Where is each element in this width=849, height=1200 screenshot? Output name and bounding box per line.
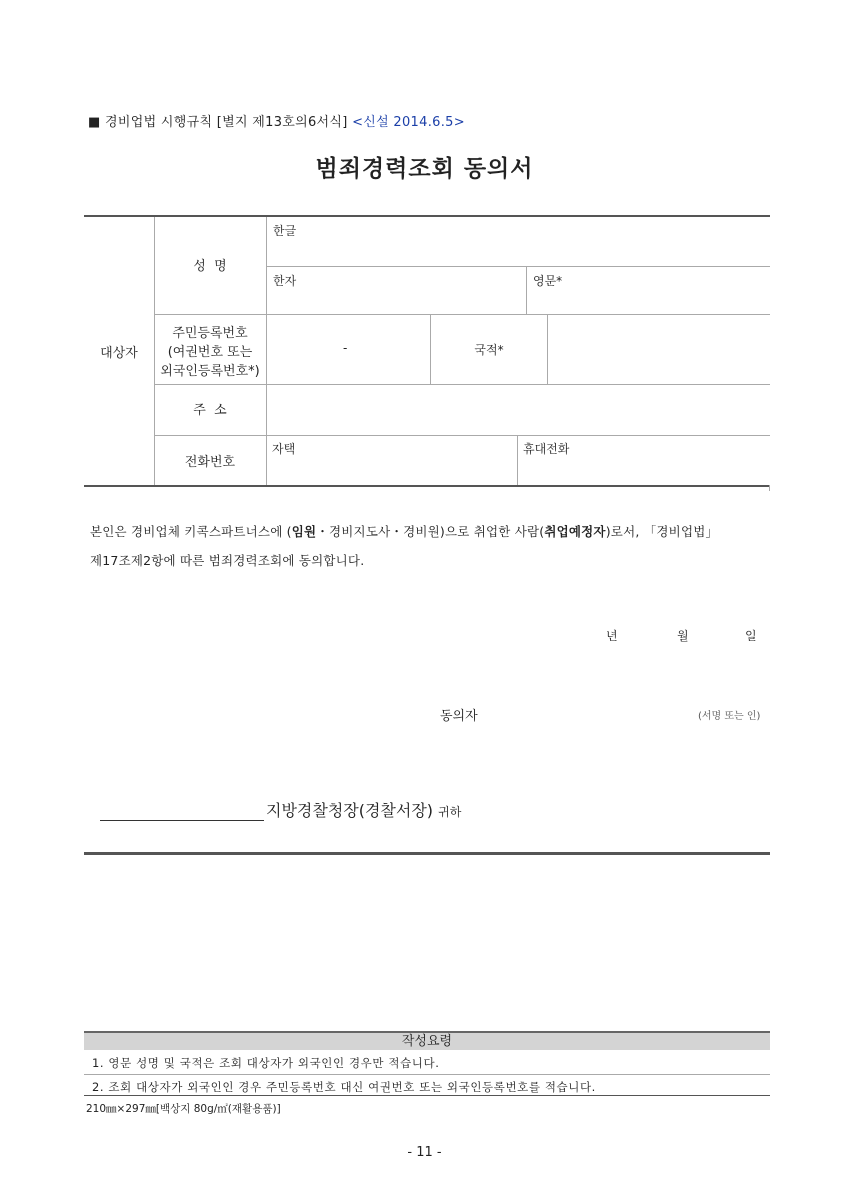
phone-label: 전화번호 (184, 455, 236, 470)
guide-item-2: 2. 조회 대상자가 외국인인 경우 주민등록번호 대신 여권번호 또는 외국인등록번호를 적습니다. (92, 1080, 596, 1094)
statement-bold-prospective: 취업예정자 (544, 524, 606, 539)
statement-part: )로서, 「경비업법」 (605, 524, 719, 539)
signature-hint: (서명 또는 인) (698, 711, 761, 722)
home-phone-label: 자택 (272, 442, 296, 456)
rrn-label-line1: 주민등록번호 (172, 326, 248, 341)
writing-guide-heading: 작성요령 (84, 1031, 770, 1050)
date-month: 월 (677, 629, 689, 643)
korean-name-field[interactable] (267, 238, 769, 264)
rrn-label (154, 324, 266, 381)
form-reference (88, 111, 465, 130)
statement-part: ・경비지도사・경비원)으로 취업한 사람( (316, 524, 545, 539)
addressee-name: 지방경찰청장(경찰서장) (266, 801, 434, 820)
hanja-name-label: 한자 (273, 274, 297, 288)
guide-item-1: 1. 영문 성명 및 국적은 조회 대상자가 외국인인 경우만 적습니다. (92, 1056, 440, 1070)
addressee-blank-line[interactable] (100, 820, 264, 821)
nationality-field[interactable] (548, 316, 769, 383)
korean-name-label: 한글 (273, 224, 297, 238)
subject-label: 대상자 (100, 346, 138, 361)
address-field[interactable] (268, 386, 769, 434)
statement-bold-executive: 임원 (291, 524, 317, 539)
consenter-label: 동의자 (440, 709, 478, 724)
date-day: 일 (745, 629, 757, 643)
nationality-label: 국적* (474, 343, 504, 357)
address-label: 주 소 (193, 403, 227, 418)
consent-statement-line2: 제17조제2항에 따른 범죄경력조회에 동의합니다. (90, 553, 365, 568)
name-label: 성 명 (193, 259, 227, 274)
statement-part: 본인은 경비업체 키콕스파트너스에 ( (90, 524, 292, 539)
rrn-label-line3: 외국인등록번호*) (160, 364, 260, 379)
mobile-phone-label: 휴대전화 (523, 442, 570, 456)
paper-spec: 210㎜×297㎜[백상지 80g/㎡(재활용품)] (86, 1103, 281, 1115)
english-name-label: 영문* (533, 274, 563, 288)
rrn-label-line2: (여권번호 또는 (167, 345, 253, 360)
new-tag: <신설 2014.6.5> (352, 115, 465, 130)
rrn-dash: - (343, 341, 348, 355)
addressee-suffix: 귀하 (438, 805, 462, 819)
consent-statement-line1 (90, 522, 718, 542)
addressee (266, 798, 461, 821)
document-title: 범죄경력조회 동의서 (315, 156, 534, 182)
page-number: - 11 - (407, 1145, 442, 1160)
section-divider (84, 852, 770, 855)
form-ref-text: ■ 경비업법 시행규칙 [별지 제13호의6서식] (88, 115, 348, 130)
date-year: 년 (606, 629, 618, 643)
